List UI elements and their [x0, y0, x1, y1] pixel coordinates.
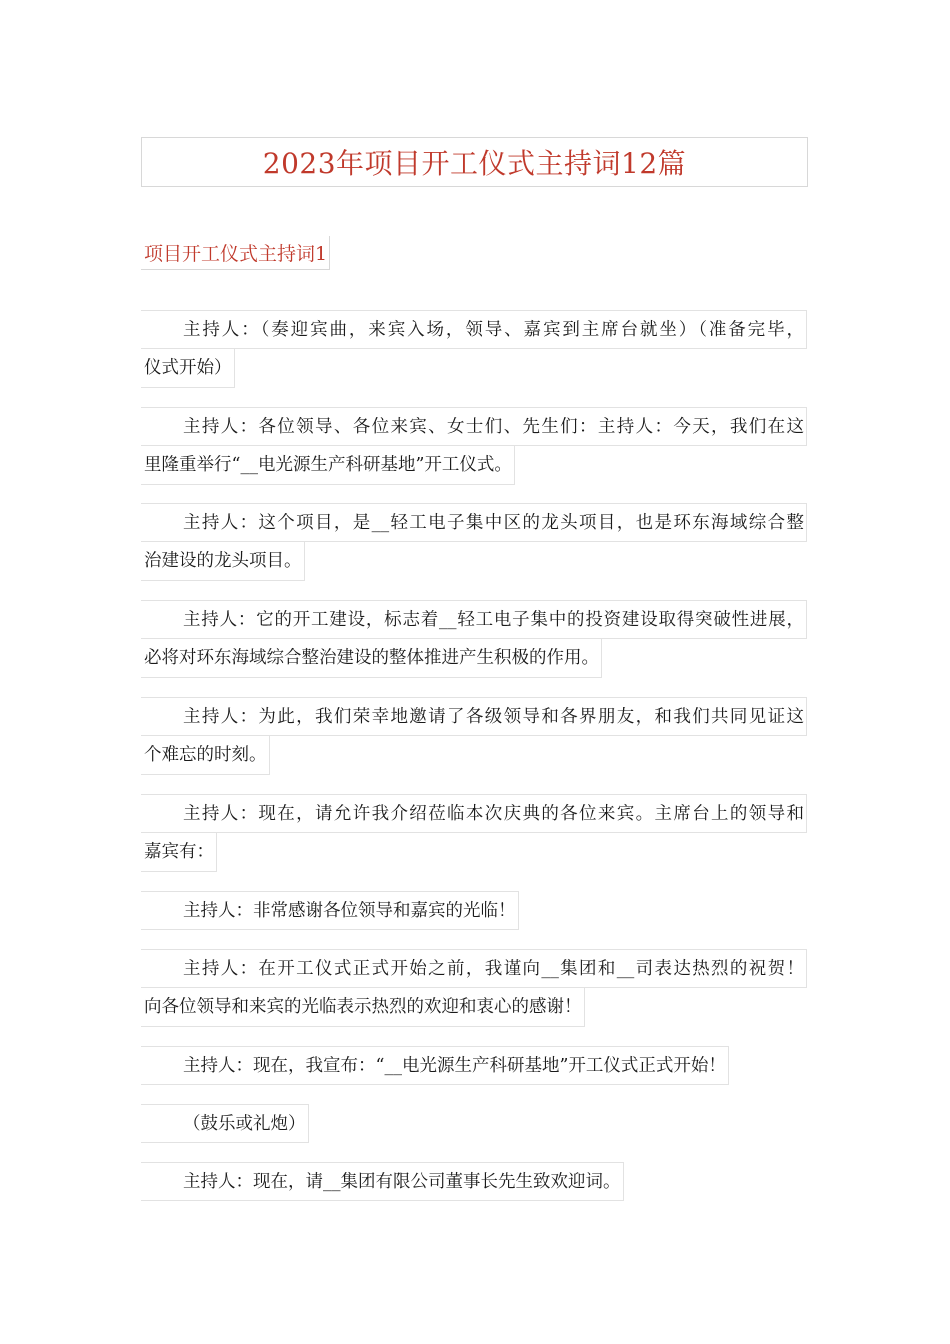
paragraph [141, 891, 519, 930]
section-heading: 项目开工仪式主持词1 [144, 243, 328, 265]
paragraph-line: 主持人：在开工仪式正式开始之前，我谨向__集团和__司表达热烈的祝贺！ [141, 949, 807, 988]
paragraph [141, 600, 807, 678]
paragraph [141, 1046, 729, 1085]
paragraph-line: 主持人：这个项目，是__轻工电子集中区的龙头项目，也是环东海域综合整 [141, 503, 807, 542]
paragraph-line: 个难忘的时刻。 [141, 736, 270, 775]
paragraph-line: 嘉宾有： [141, 833, 217, 872]
paragraph-line: 向各位领导和来宾的光临表示热烈的欢迎和衷心的感谢！ [141, 988, 585, 1027]
paragraph-line: 里隆重举行“__电光源生产科研基地”开工仪式。 [141, 446, 515, 485]
paragraph-line: 主持人：为此，我们荣幸地邀请了各级领导和各界朋友，和我们共同见证这 [141, 697, 807, 736]
paragraph-line: 主持人：现在，我宣布：“__电光源生产科研基地”开工仪式正式开始！ [141, 1046, 729, 1085]
paragraph-line: 主持人：现在，请允许我介绍莅临本次庆典的各位来宾。主席台上的领导和 [141, 794, 807, 833]
paragraph [141, 1162, 624, 1201]
paragraph [141, 503, 807, 581]
paragraph [141, 949, 807, 1027]
paragraph-line: 治建设的龙头项目。 [141, 542, 305, 581]
paragraph-line: （鼓乐或礼炮） [141, 1104, 309, 1143]
paragraph-line: 仪式开始） [141, 349, 235, 388]
paragraph-line: 主持人：现在，请__集团有限公司董事长先生致欢迎词。 [141, 1162, 624, 1201]
paragraph [141, 407, 807, 485]
paragraph-line: 主持人：非常感谢各位领导和嘉宾的光临！ [141, 891, 519, 930]
section-heading-box [141, 236, 330, 270]
document-title: 2023年项目开工仪式主持词12篇 [262, 147, 687, 180]
title-box [141, 137, 808, 187]
paragraph-line: 主持人：它的开工建设，标志着__轻工电子集中的投资建设取得突破性进展， [141, 600, 807, 639]
paragraph-line: 主持人：各位领导、各位来宾、女士们、先生们：主持人：今天，我们在这 [141, 407, 807, 446]
paragraph [141, 697, 807, 775]
paragraph [141, 1104, 309, 1143]
paragraph [141, 794, 807, 872]
paragraph-line: 必将对环东海域综合整治建设的整体推进产生积极的作用。 [141, 639, 602, 678]
paragraph [141, 310, 807, 388]
paragraph-line: 主持人：（奏迎宾曲，来宾入场，领导、嘉宾到主席台就坐）（准备完毕， [141, 310, 807, 349]
